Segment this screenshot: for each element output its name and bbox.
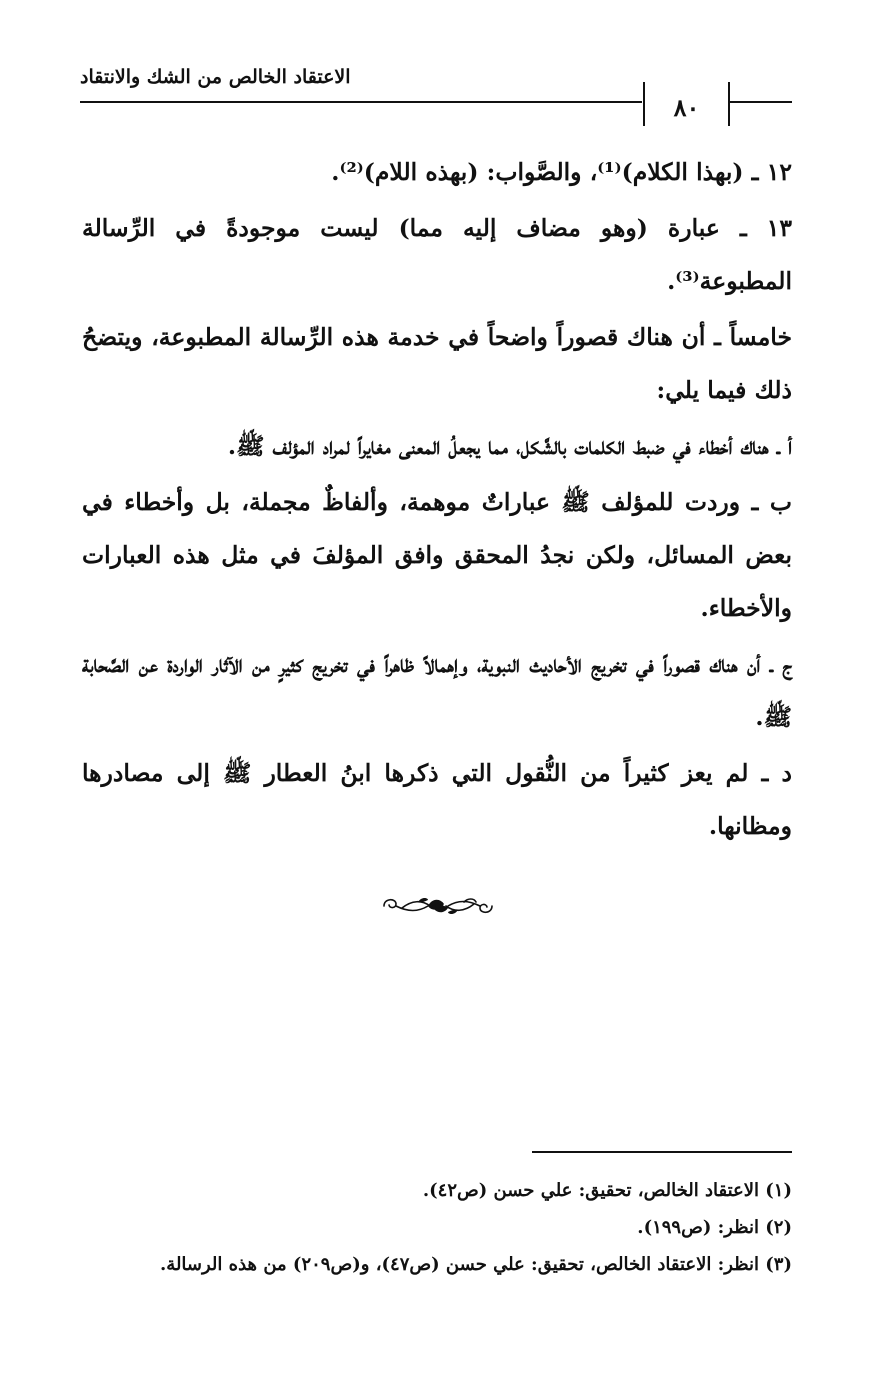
footnote-1: (١) الاعتقاد الخالص، تحقيق: علي حسن (ص٤٢).: [422, 1180, 792, 1201]
paragraph-point-c: ج ـ أن هناك قصوراً في تخريج الأحاديث النبوية، وإهمالاً ظاهراً في تخريج كثيرٍ من الآثار الواردة عن الصَّحابة ﷺ.: [82, 650, 792, 731]
main-text: [82, 146, 792, 856]
header-rule-right: [728, 101, 792, 103]
paragraph-point-d: د ـ لم يعز كثيراً من النُّقول التي ذكرها ابنُ العطار ﷺ إلى مصادرها ومظانها.: [82, 759, 792, 840]
footnote-3: (٣) انظر: الاعتقاد الخالص، تحقيق: علي حسن (ص٤٧)، و(ص٢٠٩) من هذه الرسالة.: [160, 1254, 792, 1275]
paragraph-point-a: أ ـ هناك أخطاء في ضبط الكلمات بالشَّكل، مما يجعلُ المعنى مغايراً لمراد المؤلف ﷺ.: [227, 432, 792, 460]
footnote-rule: [532, 1151, 792, 1153]
floral-divider-icon: [378, 888, 498, 924]
header-rule: [80, 101, 642, 103]
footnotes: [82, 1172, 792, 1283]
paragraph-fifth-point: خامساً ـ أن هناك قصوراً واضحاً في خدمة هذه الرِّسالة المطبوعة، ويتضحُ ذلك فيما يلي:: [82, 323, 792, 404]
header-divider: [728, 82, 730, 126]
paragraph-item-13: ١٣ ـ عبارة (وهو مضاف إليه مما) ليست موجودةً في الرِّسالة المطبوعة⁽³⁾.: [82, 214, 792, 295]
page-number: ٨٠: [673, 93, 700, 122]
paragraph-point-b: ب ـ وردت للمؤلف ﷺ عباراتٌ موهمة، وألفاظٌ مجملة، بل وأخطاء في بعض المسائل، ولكن نجدُ المحقق وافق المؤلفَ في مثل هذه العبارات والأخطاء.: [82, 488, 792, 622]
paragraph-item-12: ١٢ ـ (بهذا الكلام)⁽¹⁾، والصَّواب: (بهذه اللام)⁽²⁾.: [331, 158, 792, 186]
running-header-title: الاعتقاد الخالص من الشك والانتقاد: [80, 66, 351, 88]
footnote-2: (٢) انظر: (ص١٩٩).: [637, 1217, 792, 1238]
